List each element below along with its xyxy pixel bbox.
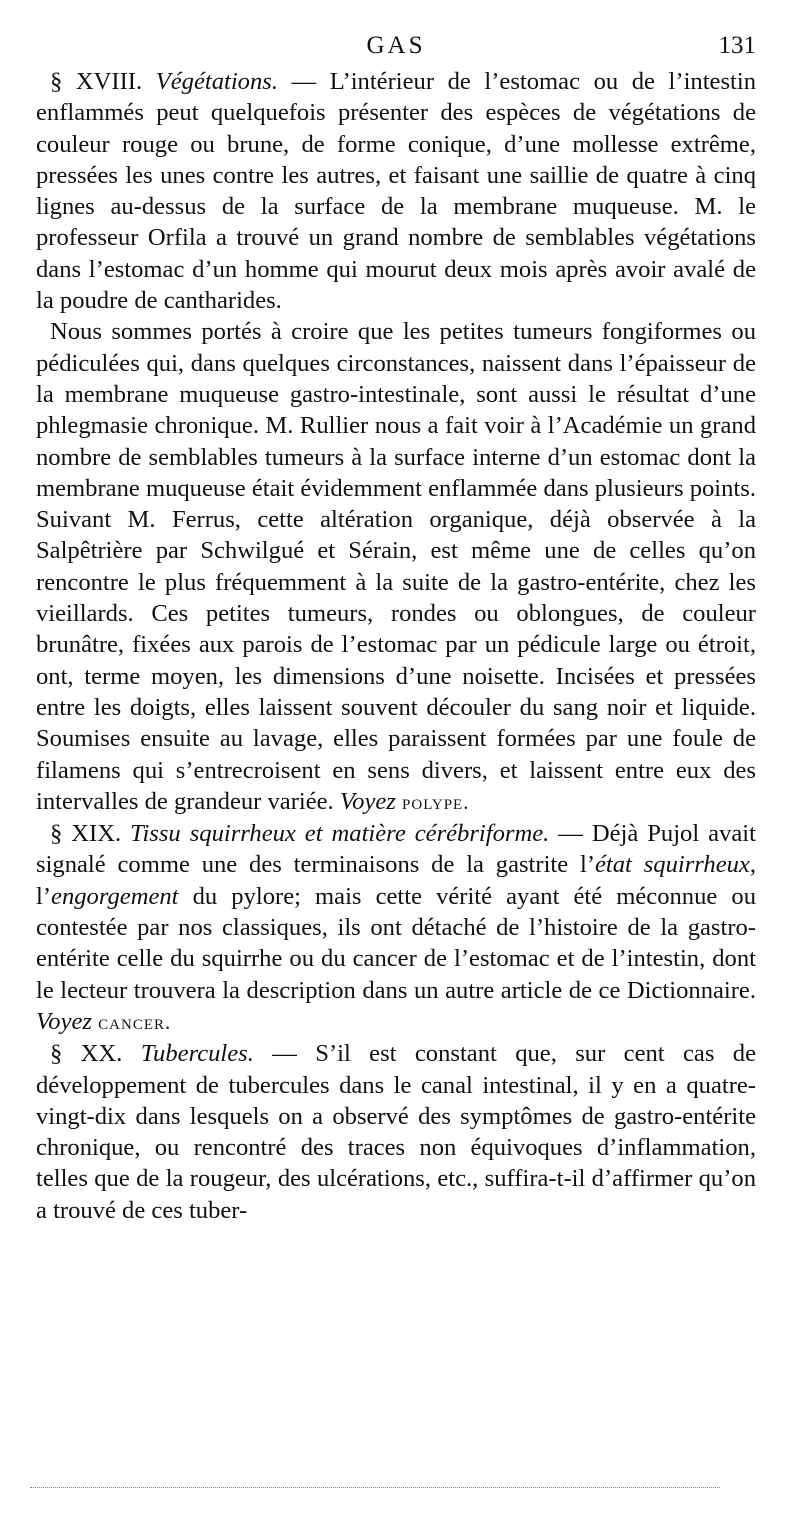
section-xviii-text: L’intérieur de l’estomac ou de l’intestin enflammés peut quelquefois présenter des espèces de végétations de couleur rouge ou brune, de forme conique, d’une mollesse extrême, pressées les unes contre les autres, et faisant une saillie de quatre à cinq lignes au-dessus de la surface de la membrane muqueuse. M. le professeur Orfila a trouvé un grand nombre de semblables végétations dans l’estomac d’un homme qui mourut deux mois après avoir avalé de la poudre de cantharides. [36,68,756,315]
section-xix-emphasis-1: état squirrheux [595,851,750,879]
section-xix-text-3: du pylore; mais cette vérité ayant été méconnue ou contestée par nos classiques, ils ont détaché de l’histoire de la gastro-entérite celle du squirrhe ou du cancer de l’estomac et de l’intestin, dont le lecteur trouvera la description dans un autre article de ce Dictionnaire. [36,882,756,1004]
section-xx-text: S’il est constant que, sur cent cas de développement de tubercules dans le canal intestinal, il y en a quatre-vingt-dix dans lesquels on a observé des symptômes de gastro-entérite chronique, ou rencontré des traces non équivoques d’inflammation, telles que de la rougeur, des ulcérations, etc., suffira-t-il d’affirmer qu’on a trouvé de ces tuber- [36,1040,757,1224]
section-xix-voyez: Voyez [36,1007,92,1035]
section-xx-paragraph [36,1038,756,1226]
section-xix-dash: — [549,820,592,848]
tumeurs-voyez: Voyez [339,787,396,815]
bottom-print-artifact [30,1487,720,1488]
page-number: 131 [718,32,756,59]
section-xix-emphasis-2: engorgement [51,882,179,910]
tumeurs-text: Nous sommes portés à croire que les petites tumeurs fongiformes ou pédiculées qui, dans quelques circonstances, naissent dans l’épaisseur de la membrane muqueuse gastro-intestinale, sont aussi le résultat d’une phlegmasie chronique. M. Rullier nous a fait voir à l’Académie un grand nombre de semblables tumeurs à la surface interne d’un estomac dont la membrane muqueuse était évidemment enflammée dans plusieurs points. Suivant M. Ferrus, cette altération organique, déjà observée à la Salpêtrière par Schwilgué et Sérain, est même une de celles qu’on rencontre le plus fréquemment à la suite de la gastro-entérite, chez les vieillards. Ces petites tumeurs, rondes ou oblongues, de couleur brunâtre, fixées aux parois de l’estomac par un pédicule large ou étroit, ont, terme moyen, les dimensions d’une noisette. Incisées et pressées entre les doigts, elles laissent souvent découler du sang noir et liquide. Soumises ensuite au lavage, elles paraissent formées par une foule de filamens qui s’entrecroisent en sens divers, et laissent entre eux des intervalles de grandeur variée. [36,318,756,815]
tumeurs-paragraph [36,316,756,818]
section-xix-text-1: Déjà Pujol avait signalé comme une des terminaisons de la gastrite l’ [36,820,756,879]
page-header [36,30,756,66]
section-xx-title: Tubercules. [140,1040,254,1068]
section-xviii-title: Végétations. [155,68,278,95]
section-xviii-dash: — [277,68,330,95]
running-head: GAS [366,32,426,59]
book-page [36,30,756,1226]
section-xix-paragraph [36,818,756,1038]
section-xviii-paragraph [36,66,756,316]
section-xviii-marker: § XVIII. [50,68,143,95]
section-xix-cross-reference: cancer. [98,1009,172,1034]
section-xx-marker: § XX. [50,1040,123,1068]
section-xix-title: Tissu squirrheux et matière cérébriforme. [130,820,550,848]
section-xix-text-2: , l’ [36,851,756,910]
section-xx-dash: — [253,1040,316,1068]
tumeurs-cross-reference: polype. [402,789,470,814]
section-xix-marker: § XIX. [50,820,122,848]
